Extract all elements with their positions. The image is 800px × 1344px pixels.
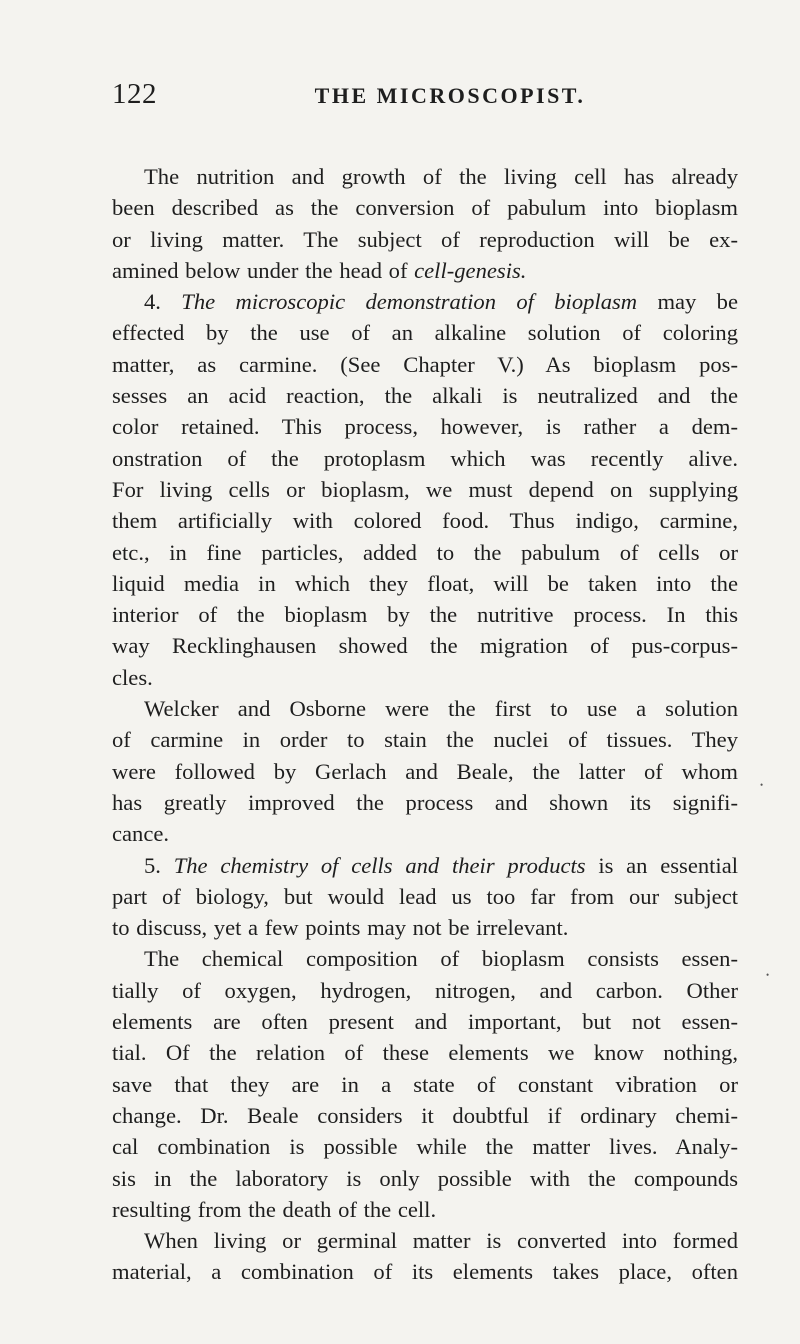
text-line: sis in the laboratory is only possible with the compounds	[112, 1165, 738, 1191]
text-line: cles.	[112, 664, 153, 690]
header-title: THE MICROSCOPIST.	[314, 83, 586, 108]
text-line: When living or germinal matter is converted into formed	[144, 1228, 738, 1254]
text-line: to discuss, yet a few points may not be irrelevant.	[112, 915, 569, 941]
text-line: cal combination is possible while the matter lives. Analy-	[112, 1134, 738, 1160]
text-line: liquid media in which they float, will be taken into the	[112, 570, 738, 596]
text-line: them artificially with colored food. Thus indigo, carmine,	[112, 508, 738, 534]
text-line: The nutrition and growth of the living cell has already	[144, 164, 738, 189]
text-line: interior of the bioplasm by the nutritive process. In this	[112, 602, 738, 628]
text-line: elements are often present and important, but not essen-	[112, 1009, 738, 1035]
text-line: tially of oxygen, hydrogen, nitrogen, and carbon. Other	[112, 977, 738, 1003]
page-number: 122	[112, 78, 157, 110]
margin-speck: •	[766, 970, 770, 980]
section-number: 4.	[144, 289, 182, 315]
text-line: tial. Of the relation of these elements we know nothing,	[112, 1040, 738, 1066]
text-line: resulting from the death of the cell.	[112, 1196, 437, 1222]
section-heading-italic: The chemistry of cells and their products	[173, 852, 586, 878]
section-heading-italic: The microscopic demonstration of bioplasm	[181, 289, 638, 315]
section-number: 5.	[144, 852, 174, 878]
text-line: For living cells or bioplasm, we must depend on supplying	[112, 476, 738, 502]
text-line: The chemical composition of bioplasm consists essen-	[144, 946, 738, 972]
text-line: of carmine in order to stain the nuclei of tissues. They	[112, 727, 738, 753]
text-line: way Recklinghausen showed the migration of pus-corpus-	[112, 633, 738, 659]
body-text	[112, 161, 738, 1288]
text-line: effected by the use of an alkaline solution of coloring	[112, 320, 738, 346]
text-line	[112, 286, 738, 317]
text-line: etc., in fine particles, added to the pabulum of cells or	[112, 539, 738, 565]
text-line: Welcker and Osborne were the first to use a solution	[144, 696, 738, 722]
text-line: onstration of the protoplasm which was recently alive.	[112, 445, 738, 471]
text-line: cance.	[112, 821, 170, 847]
text-line	[112, 850, 738, 881]
text-line	[112, 255, 738, 286]
text-line: material, a combination of its elements takes place, often	[112, 1259, 738, 1285]
italic-term: cell-genesis.	[414, 257, 527, 283]
text-line: sesses an acid reaction, the alkali is neutralized and the	[112, 383, 738, 409]
margin-speck: •	[760, 780, 764, 790]
running-head	[112, 78, 738, 118]
text-line: matter, as carmine. (See Chapter V.) As bioplasm pos-	[112, 351, 738, 377]
text-line: were followed by Gerlach and Beale, the latter of whom	[112, 758, 738, 784]
text-run: amined below under the head of	[112, 257, 415, 283]
text-run: may be	[637, 289, 739, 315]
text-line: change. Dr. Beale considers it doubtful if ordinary chemi-	[112, 1102, 738, 1128]
text-line: color retained. This process, however, is rather a dem-	[112, 414, 738, 440]
text-line: been described as the conversion of pabulum into bioplasm	[112, 195, 738, 221]
text-line: part of biology, but would lead us too far from our subject	[112, 883, 738, 909]
text-line: or living matter. The subject of reproduction will be ex-	[112, 226, 738, 252]
text-run: is an essential	[585, 852, 739, 878]
text-line: has greatly improved the process and shown its signifi-	[112, 789, 738, 815]
text-line: save that they are in a state of constant vibration or	[112, 1071, 738, 1097]
